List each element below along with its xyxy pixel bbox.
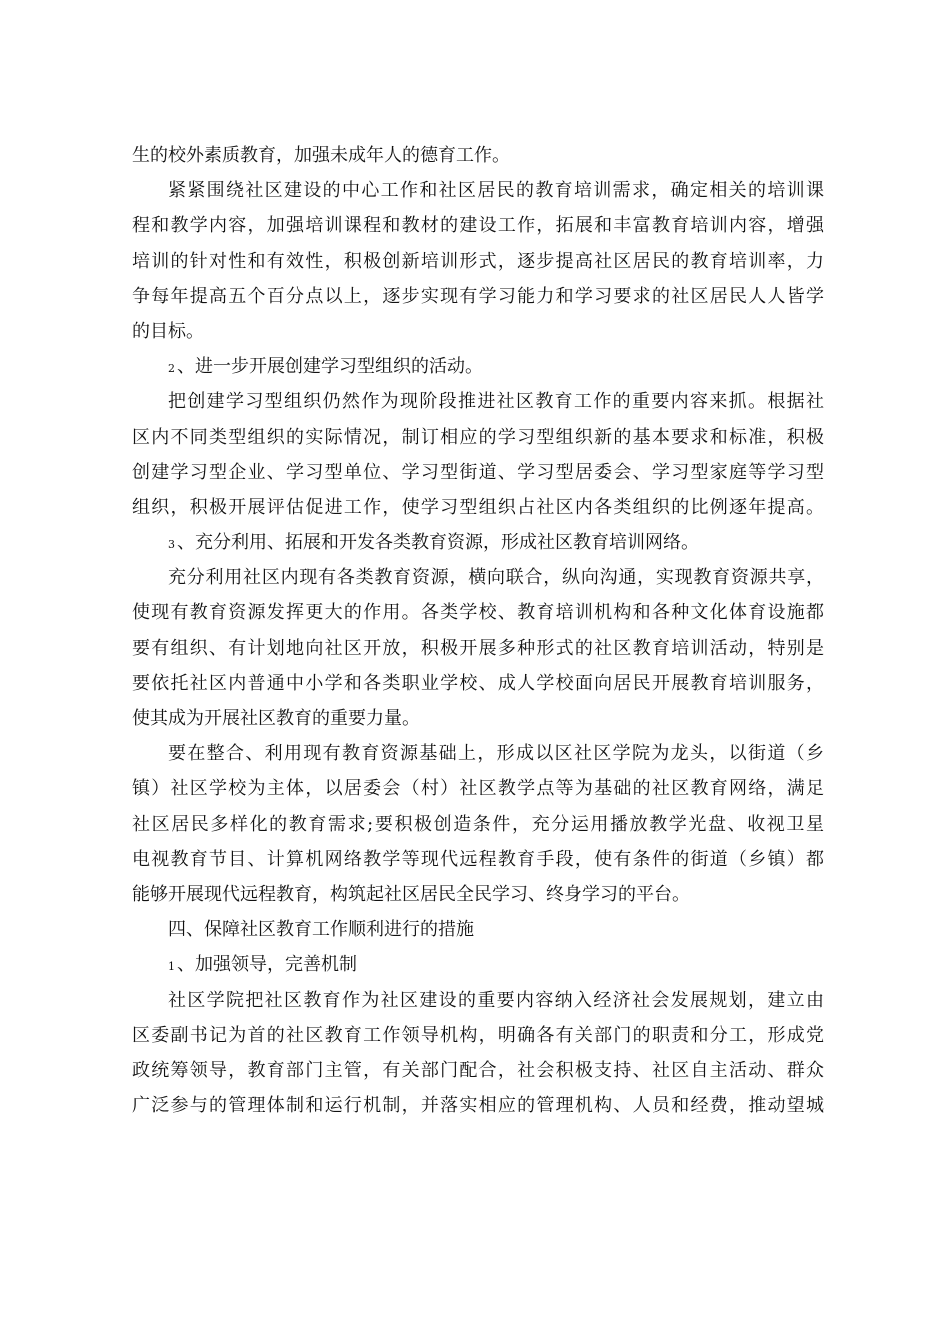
line-text: 要有组织、有计划地向社区开放，积极开展多种形式的社区教育培训活动，特别是 — [132, 637, 824, 659]
text-line — [132, 525, 824, 560]
text-line — [132, 912, 824, 947]
text-line — [132, 349, 824, 384]
text-line — [132, 384, 824, 419]
line-text: 四、保障社区教育工作顺利进行的措施 — [168, 919, 474, 941]
text-line — [132, 279, 824, 314]
line-text: 紧紧围绕社区建设的中心工作和社区居民的教育培训需求，确定相关的培训课 — [168, 180, 824, 202]
line-text: 程和教学内容，加强培训课程和教材的建设工作，拓展和丰富教育培训内容，增强 — [132, 215, 824, 237]
line-text: 社区居民多样化的教育需求;要积极创造条件，充分运用播放教学光盘、收视卫星 — [132, 813, 824, 835]
text-line — [132, 455, 824, 490]
line-text: 充分利用社区内现有各类教育资源，横向联合，纵向沟通，实现教育资源共享， — [168, 567, 824, 589]
line-text: 培训的针对性和有效性，积极创新培训形式，逐步提高社区居民的教育培训率，力 — [132, 250, 824, 272]
line-text: 区内不同类型组织的实际情况，制订相应的学习型组织新的基本要求和标准，积极 — [132, 426, 824, 448]
line-text: 使现有教育资源发挥更大的作用。各类学校、教育培训机构和各种文化体育设施都 — [132, 602, 824, 624]
list-number: 2 — [168, 362, 175, 376]
text-line — [132, 842, 824, 877]
text-line — [132, 1018, 824, 1053]
line-text: 社区学院把社区教育作为社区建设的重要内容纳入经济社会发展规划，建立由 — [168, 989, 824, 1011]
line-text: 生的校外素质教育，加强未成年人的德育工作。 — [132, 145, 510, 166]
list-number: 3 — [168, 538, 175, 552]
list-number: 1 — [168, 960, 175, 974]
line-text: 使其成为开展社区教育的重要力量。 — [132, 708, 420, 729]
text-line — [132, 560, 824, 595]
text-line — [132, 244, 824, 279]
line-text: 电视教育节目、计算机网络教学等现代远程教育手段，使有条件的街道（乡镇）都 — [132, 848, 824, 870]
line-text: 能够开展现代远程教育，构筑起社区居民全民学习、终身学习的平台。 — [132, 883, 690, 905]
text-line — [132, 1053, 824, 1088]
text-line — [132, 736, 824, 771]
text-line — [132, 631, 824, 666]
line-text: 要依托社区内普通中小学和各类职业学校、成人学校面向居民开展教育培训服务， — [132, 672, 824, 694]
text-line — [132, 1088, 824, 1123]
line-text: 政统筹领导，教育部门主管，有关部门配合，社会积极支持、社区自主活动、群众 — [132, 1059, 824, 1081]
text-line — [132, 314, 824, 349]
line-text: 、充分利用、拓展和开发各类教育资源，形成社区教育培训网络。 — [177, 532, 699, 554]
line-text: 创建学习型企业、学习型单位、学习型街道、学习型居委会、学习型家庭等学习型 — [132, 461, 824, 483]
text-line — [132, 771, 824, 806]
text-line — [132, 983, 824, 1018]
document-body — [132, 138, 824, 1123]
text-line — [132, 666, 824, 701]
line-text: 组织，积极开展评估促进工作，使学习型组织占社区内各类组织的比例逐年提高。 — [132, 496, 824, 518]
text-line — [132, 173, 824, 208]
line-text: 镇）社区学校为主体，以居委会（村）社区教学点等为基础的社区教育网络，满足 — [132, 778, 824, 800]
text-line — [132, 490, 824, 525]
line-text: 把创建学习型组织仍然作为现阶段推进社区教育工作的重要内容来抓。根据社 — [168, 391, 824, 413]
line-text: 要在整合、利用现有教育资源基础上，形成以区社区学院为龙头，以街道（乡 — [168, 743, 824, 765]
text-line — [132, 807, 824, 842]
text-line — [132, 877, 824, 912]
text-line — [132, 208, 824, 243]
text-line — [132, 947, 824, 982]
line-text: 的目标。 — [132, 320, 204, 342]
line-text: 、加强领导，完善机制 — [177, 954, 357, 976]
text-line — [132, 138, 824, 173]
text-line — [132, 701, 824, 736]
text-line — [132, 420, 824, 455]
line-text: 区委副书记为首的社区教育工作领导机构，明确各有关部门的职责和分工，形成党 — [132, 1024, 824, 1046]
line-text: 、进一步开展创建学习型组织的活动。 — [177, 356, 483, 378]
line-text: 争每年提高五个百分点以上，逐步实现有学习能力和学习要求的社区居民人人皆学 — [132, 285, 824, 307]
line-text: 广泛参与的管理体制和运行机制，并落实相应的管理机构、人员和经费，推动望城 — [132, 1095, 824, 1117]
text-line — [132, 595, 824, 630]
